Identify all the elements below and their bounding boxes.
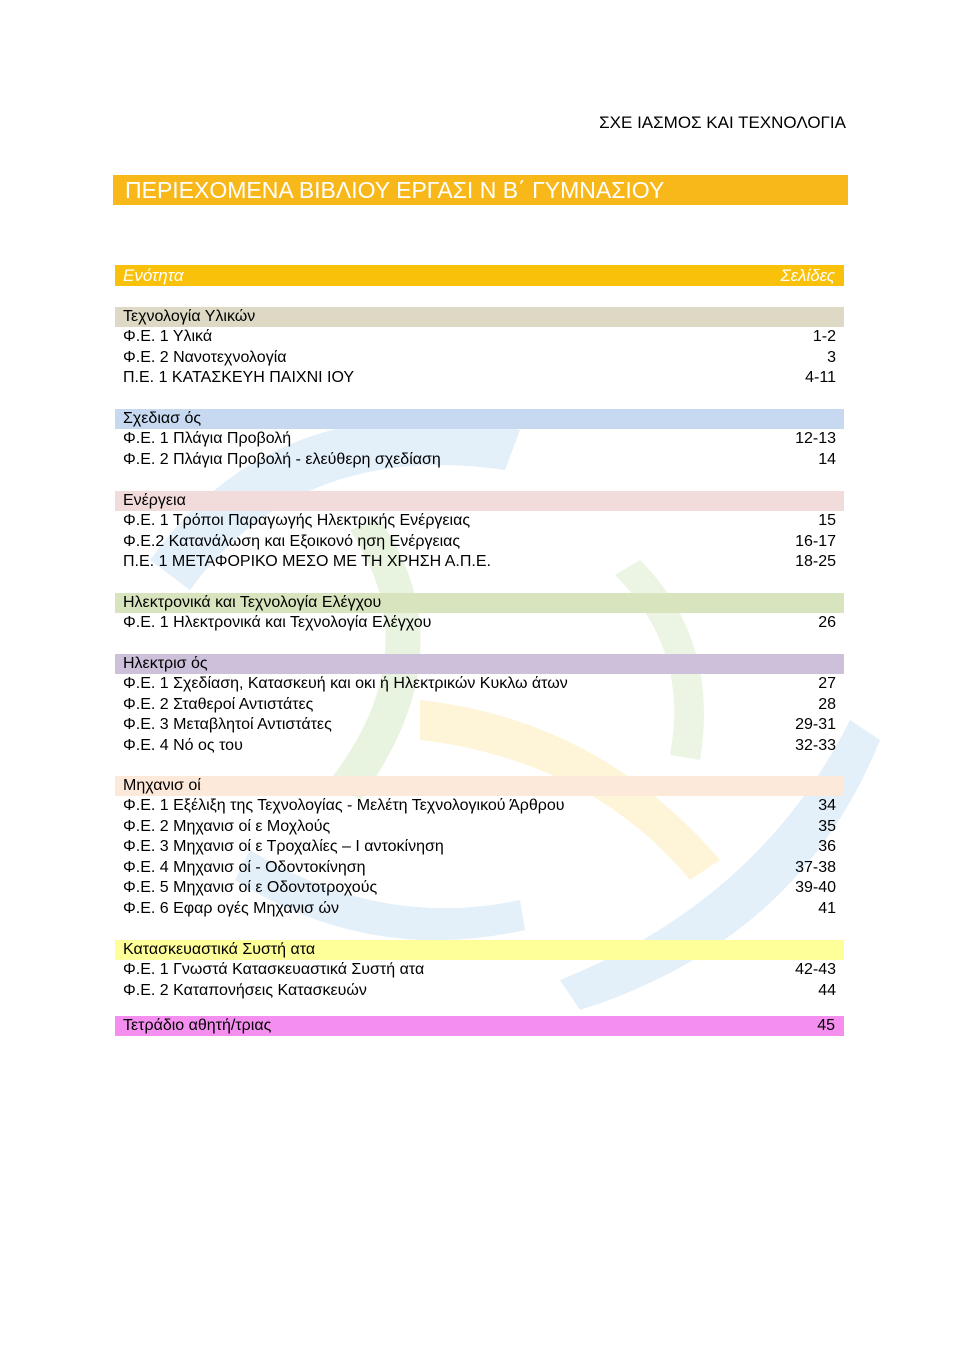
toc-entry[interactable]: [115, 674, 844, 695]
entry-pages: 42-43: [795, 961, 836, 978]
entry-pages: 28: [818, 695, 836, 713]
entry-label: Φ.Ε. 1 Ηλεκτρονικά και Τεχνολογία Ελέγχου: [123, 614, 432, 631]
entry-pages: 3: [827, 348, 836, 366]
toc-entry[interactable]: [115, 348, 844, 369]
section-header: [115, 940, 844, 960]
section-header: [115, 654, 844, 674]
entry-pages: 14: [818, 450, 836, 468]
entry-pages: 36: [818, 838, 836, 855]
entry-label: Φ.Ε. 1 Σχεδίαση, Κατασκευή και οκι ή Ηλεκτρικών Κυκλω άτων: [123, 675, 568, 692]
toc-section: [115, 593, 844, 634]
toc-section: [115, 1016, 844, 1036]
section-header: [115, 593, 844, 613]
entry-pages: 35: [818, 817, 836, 835]
toc-section: [115, 409, 844, 470]
entry-pages: 41: [818, 899, 836, 917]
toc-entry[interactable]: [115, 960, 844, 981]
toc-entry[interactable]: [115, 981, 844, 1002]
header-subject: ΣΧΕ ΙΑΣΜΟΣ ΚΑΙ ΤΕΧΝΟΛΟΓΙΑ: [599, 113, 846, 132]
entry-label: Φ.Ε. 3 Μηχανισ οί ε Τροχαλίες – Ι αντοκίνηση: [123, 838, 444, 855]
column-header-pages: Σελίδες: [780, 266, 835, 285]
toc-entry[interactable]: [115, 532, 844, 553]
section-title: Ηλεκτρονικά και Τεχνολογία Ελέγχου: [123, 594, 382, 611]
entry-label: Φ.Ε. 4 Νό ος του: [123, 736, 243, 754]
entry-label: Π.Ε. 1 ΜΕΤΑΦΟΡΙΚΟ ΜΕΣΟ ΜΕ ΤΗ ΧΡΗΣΗ Α.Π.Ε.: [123, 553, 491, 570]
toc-entry[interactable]: [115, 552, 844, 573]
entry-label: Φ.Ε. 2 Νανοτεχνολογία: [123, 348, 287, 366]
toc-entry[interactable]: [115, 899, 844, 920]
toc-section: [115, 307, 844, 389]
entry-label: Φ.Ε. 2 Πλάγια Προβολή - ελεύθερη σχεδίαση: [123, 450, 441, 468]
toc-section: [115, 654, 844, 756]
entry-label: Φ.Ε. 2 Μηχανισ οί ε Μοχλούς: [123, 817, 331, 835]
column-header-bar: [115, 265, 844, 286]
section-title: Σχεδιασ ός: [123, 410, 202, 427]
section-pages: 45: [817, 1017, 835, 1034]
toc-section: [115, 491, 844, 573]
column-header-unit: Ενότητα: [123, 266, 184, 285]
toc-entry[interactable]: [115, 715, 844, 736]
toc-entry[interactable]: [115, 511, 844, 532]
entry-label: Φ.Ε. 4 Μηχανισ οί - Οδοντοκίνηση: [123, 858, 366, 876]
toc-entry[interactable]: [115, 368, 844, 389]
entry-pages: 15: [818, 512, 836, 529]
entry-pages: 32-33: [795, 736, 836, 754]
entry-label: Φ.Ε. 6 Εφαρ ογές Μηχανισ ών: [123, 899, 339, 917]
toc-entry[interactable]: [115, 837, 844, 858]
toc-section: [115, 776, 844, 919]
toc-entry[interactable]: [115, 450, 844, 471]
section-title: Ενέργεια: [123, 492, 186, 509]
entry-pages: 29-31: [795, 716, 836, 733]
section-title: Μηχανισ οί: [123, 777, 201, 794]
section-title: Τετράδιο αθητή/τριας: [123, 1017, 272, 1034]
entry-label: Φ.Ε. 1 Εξέλιξη της Τεχνολογίας - Μελέτη Τεχνολογικού Άρθρου: [123, 797, 565, 814]
entry-pages: 27: [818, 675, 836, 692]
entry-pages: 44: [818, 981, 836, 999]
entry-pages: 16-17: [795, 532, 836, 550]
entry-label: Φ.Ε. 2 Καταπονήσεις Κατασκευών: [123, 981, 367, 999]
entry-pages: 37-38: [795, 858, 836, 876]
section-header: [115, 307, 844, 327]
toc-entry[interactable]: [115, 695, 844, 716]
section-header: [115, 491, 844, 511]
entry-pages: 4-11: [805, 369, 836, 386]
entry-label: Φ.Ε. 3 Μεταβλητοί Αντιστάτες: [123, 716, 332, 733]
toc-entry[interactable]: [115, 736, 844, 757]
toc-entry[interactable]: [115, 858, 844, 879]
entry-label: Φ.Ε. 1 Πλάγια Προβολή: [123, 430, 292, 447]
entry-label: Π.Ε. 1 ΚΑΤΑΣΚΕΥΗ ΠΑΙΧΝΙ ΙΟΥ: [123, 369, 355, 386]
entry-label: Φ.Ε. 1 Τρόποι Παραγωγής Ηλεκτρικής Ενέργειας: [123, 512, 471, 529]
section-title: Ηλεκτρισ ός: [123, 655, 208, 672]
section-header: [115, 776, 844, 796]
section-header: [115, 409, 844, 429]
toc-entry[interactable]: [115, 796, 844, 817]
toc-entry[interactable]: [115, 327, 844, 348]
entry-label: Φ.Ε.2 Κατανάλωση και Εξοικονό ηση Ενέργειας: [123, 532, 461, 550]
section-header: [115, 1016, 844, 1036]
section-title: Κατασκευαστικά Συστή ατα: [123, 941, 316, 958]
entry-label: Φ.Ε. 1 Γνωστά Κατασκευαστικά Συστή ατα: [123, 961, 425, 978]
entry-label: Φ.Ε. 5 Μηχανισ οί ε Οδοντοτροχούς: [123, 879, 378, 896]
entry-pages: 34: [818, 797, 836, 814]
entry-label: Φ.Ε. 2 Σταθεροί Αντιστάτες: [123, 695, 314, 713]
entry-pages: 18-25: [795, 553, 836, 570]
toc-entry[interactable]: [115, 429, 844, 450]
entry-pages: 1-2: [812, 328, 836, 345]
toc-entry[interactable]: [115, 613, 844, 634]
entry-pages: 12-13: [795, 430, 836, 447]
toc-entry[interactable]: [115, 878, 844, 899]
page-title: ΠΕΡΙΕΧΟΜΕΝΑ ΒΙΒΛΙΟΥ ΕΡΓΑΣΙ Ν Β΄ ΓΥΜΝΑΣΙΟΥ: [113, 175, 848, 205]
toc-entry[interactable]: [115, 817, 844, 838]
entry-pages: 39-40: [795, 879, 836, 896]
entry-label: Φ.Ε. 1 Υλικά: [123, 328, 213, 345]
toc-section: [115, 940, 844, 1001]
section-title: Τεχνολογία Υλικών: [123, 308, 256, 325]
entry-pages: 26: [818, 614, 836, 631]
